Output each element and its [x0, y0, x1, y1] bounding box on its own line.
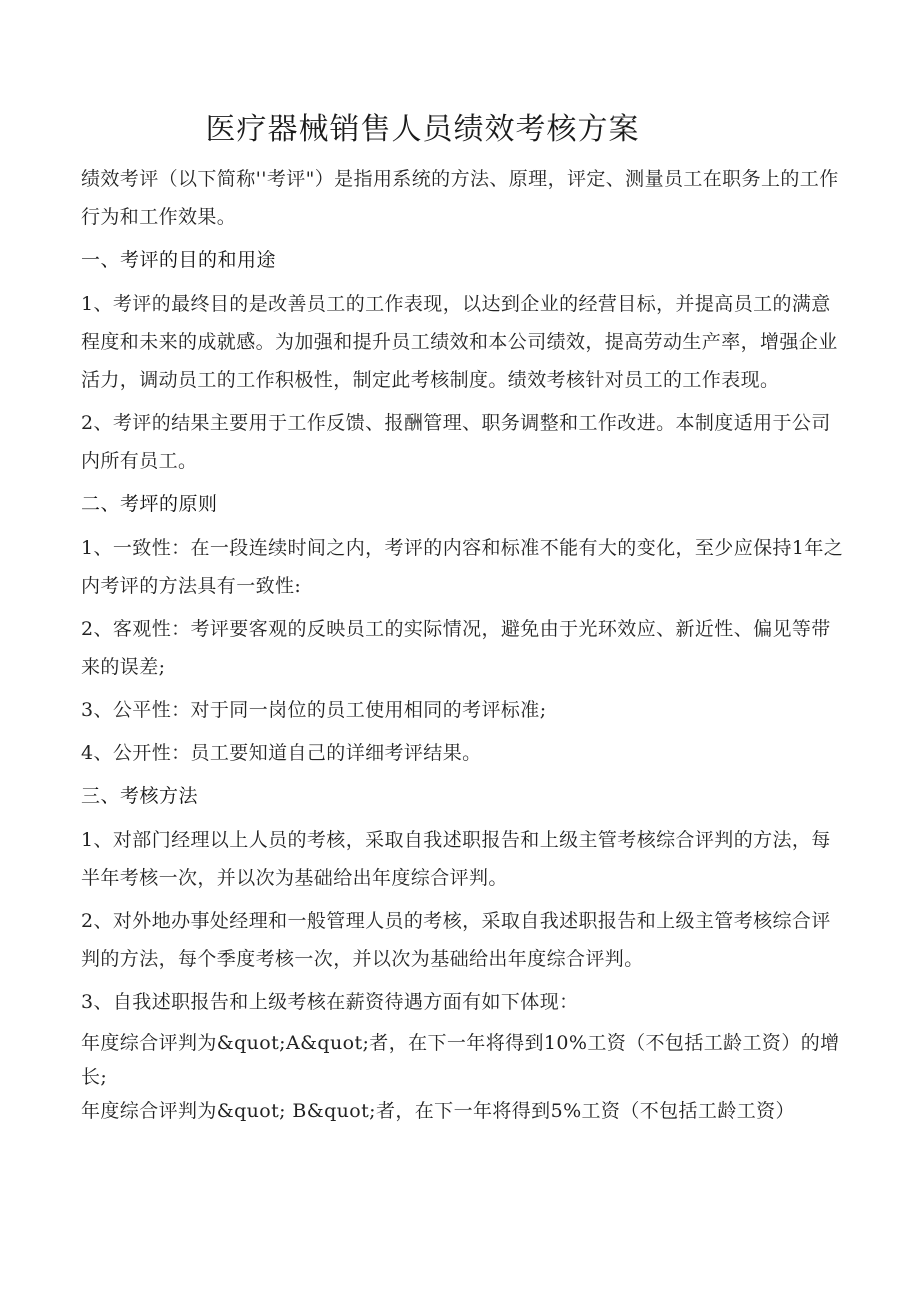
document-body	[81, 160, 849, 1128]
document-title: 医疗器械销售人员绩效考核方案	[205, 112, 640, 147]
paragraph: 1、对部门经理以上人员的考核，采取自我述职报告和上级主管考核综合评判的方法，每半年考核一次，并以次为基础给出年度综合评判。	[81, 829, 831, 889]
intro-paragraph: 绩效考评（以下简称''考评"）是指用系统的方法、原理，评定、测量员工在职务上的工作行为和工作效果。	[81, 168, 839, 228]
paragraph: 2、对外地办事处经理和一般管理人员的考核，采取自我述职报告和上级主管考核综合评判的方法，每个季度考核一次，并以次为基础给出年度综合评判。	[81, 910, 831, 970]
section-heading-purpose: 一、考评的目的和用途	[81, 249, 277, 271]
paragraph: 3、公平性：对于同一岗位的员工使用相同的考评标准;	[81, 699, 547, 721]
paragraph: 2、考评的结果主要用于工作反馈、报酬管理、职务调整和工作改进。本制度适用于公司内所有员工。	[81, 412, 831, 472]
paragraph: 3、自我述职报告和上级考核在薪资待遇方面有如下体现：	[81, 991, 579, 1013]
paragraph: 年度综合评判为&quot;A&quot;者，在下一年将得到10%工资（不包括工龄工资）的增长;	[81, 1032, 840, 1088]
paragraph: 2、客观性：考评要客观的反映员工的实际情况，避免由于光环效应、新近性、偏见等带来的误差;	[81, 618, 831, 678]
paragraph: 4、公开性：员工要知道自己的详细考评结果。	[81, 742, 482, 764]
section-heading-principles: 二、考坪的原则	[81, 493, 218, 515]
paragraph: 1、考评的最终目的是改善员工的工作表现，以达到企业的经营目标，并提高员工的满意程度和未来的成就感。为加强和提升员工绩效和本公司绩效，提高劳动生产率，增强企业活力，调动员工的工作积极性，制定此考核制度。绩效考核针对员工的工作表现。	[81, 293, 838, 391]
section-heading-methods: 三、考核方法	[81, 785, 199, 807]
paragraph: 年度综合评判为&quot; B&quot;者，在下一年将得到5%工资（不包括工龄工资）	[81, 1100, 795, 1122]
paragraph: 1、一致性：在一段连续时间之内，考评的内容和标准不能有大的变化，至少应保持1年之内考评的方法具有一致性:	[81, 537, 844, 597]
